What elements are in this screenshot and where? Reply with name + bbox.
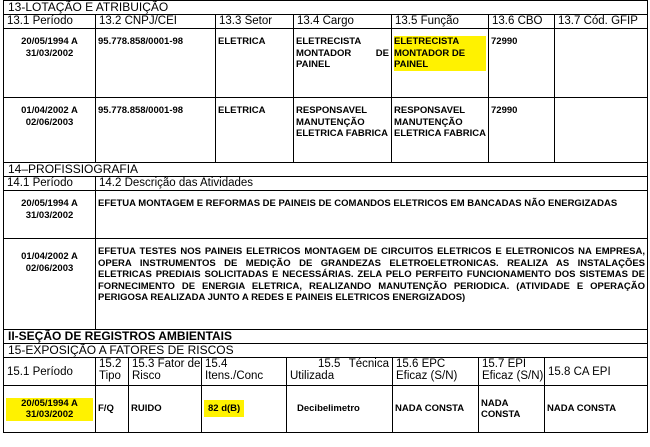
cbo-cell: 72990	[489, 98, 555, 163]
header-funcao: 13.5 Função	[392, 15, 489, 29]
section-14-title: 14–PROFISSIOGRAFIA	[4, 163, 648, 177]
description-cell: EFETUA TESTES NOS PAINEIS ELETRICOS MONTAGEM DE CIRCUITOS ELETRICOS E ELETRONICOS NA EMPRESA, OPERA INSTRUMENTOS DE MEDIÇÃO DE GRANDEZAS ELETROELETRONICAS. REALIZA AS INSTALAÇÕES ELETRICAS PREDIAIS SOLICITADAS E NECESSÁRIAS. ZELA PELO PERFEITO FUNCIONAMENTO DOS SISTEMAS DE FORNECIMENTO DE ENERGIA ELETRICA, REALIZANDO MANUTENÇÃO PERIODICA. (ATIVIDADE E OPERAÇÃO PERIGOSA REALIZADA JUNTO A REDES E PAINEIS ELETRICOS ENERGIZADOS)	[96, 239, 648, 330]
cnpj-cell: 95.778.858/0001-98	[96, 98, 216, 163]
funcao-cell	[392, 29, 489, 98]
fator-cell: RUIDO	[129, 386, 202, 433]
period-cell	[4, 386, 96, 433]
header-epc-label: Eficaz (S/N)	[396, 370, 458, 382]
header-cbo: 13.6 CBO	[489, 15, 555, 29]
cargo-cell: ELETRECISTA MONTADOR DE PAINEL	[294, 29, 392, 98]
header-fator-label: Risco	[132, 370, 161, 382]
period-cell: 01/04/2002 A 02/06/2003	[4, 98, 96, 163]
header-epi	[479, 358, 545, 386]
cargo-cell: RESPONSAVEL MANUTENÇÃO ELETRICA FABRICA	[294, 98, 392, 163]
cbo-cell: 72990	[489, 29, 555, 98]
header-itens-label: Itens./Conc	[205, 370, 264, 382]
header-epi-num: 15.7 EPI	[482, 358, 527, 370]
header-ca-epi: 15.8 CA EPI	[545, 358, 648, 386]
highlighted-funcao: ELETRECISTA MONTADOR DE PAINEL	[394, 36, 486, 71]
header-tecnica-word: Técnica	[348, 358, 389, 370]
header-epc-num: 15.6 EPC	[396, 358, 446, 370]
header-tecnica	[287, 358, 393, 386]
itens-cell	[202, 386, 287, 433]
header-cnpj: 13.2 CNPJ/CEI	[96, 15, 216, 29]
tipo-cell: F/Q	[96, 386, 129, 433]
epi-cell: NADA CONSTA	[479, 386, 545, 433]
header-periodo: 13.1 Período	[4, 15, 96, 29]
header-fator	[129, 358, 202, 386]
header-itens	[202, 358, 287, 386]
header-itens-num: 15.4	[205, 358, 228, 370]
highlighted-itens: 82 d(B)	[204, 400, 244, 417]
header-tipo	[96, 358, 129, 386]
header-descricao: 14.2 Descrição das Atividades	[96, 177, 648, 191]
period-cell: 20/05/1994 A 31/03/2002	[4, 29, 96, 98]
table-row	[4, 191, 648, 239]
header-tipo-label: Tipo	[99, 370, 121, 382]
section-13-title: 13-LOTAÇÃO E ATRIBUIÇÃO	[4, 1, 648, 15]
gfip-cell	[555, 29, 648, 98]
cnpj-cell: 95.778.858/0001-98	[96, 29, 216, 98]
header-setor: 13.3 Setor	[216, 15, 294, 29]
section-13-table	[3, 0, 648, 163]
header-periodo: 14.1 Período	[4, 177, 96, 191]
funcao-cell: RESPONSAVEL MANUTENÇÃO ELETRICA FABRICA	[392, 98, 489, 163]
tecnica-cell: Decibelimetro	[287, 386, 393, 433]
gfip-cell	[555, 98, 648, 163]
period-cell: 20/05/1994 A 31/03/2002	[4, 191, 96, 239]
section-14-table	[3, 162, 648, 330]
header-gfip: 13.7 Cód. GFIP	[555, 15, 648, 29]
header-tecnica-label: Utilizada	[290, 370, 335, 382]
setor-cell: ELETRICA	[216, 29, 294, 98]
ppp-document	[3, 0, 647, 433]
period-cell: 01/04/2002 A 02/06/2003	[4, 239, 96, 330]
table-row	[4, 239, 648, 330]
table-row	[4, 29, 648, 98]
setor-cell: ELETRICA	[216, 98, 294, 163]
section-15-title: 15-EXPOSIÇÃO A FATORES DE RISCOS	[4, 344, 648, 358]
header-cargo: 13.4 Cargo	[294, 15, 392, 29]
header-periodo: 15.1 Período	[4, 358, 96, 386]
section-ii-title: II-SEÇÃO DE REGISTROS AMBIENTAIS	[4, 330, 648, 344]
highlighted-period: 20/05/1994 A 31/03/2002	[6, 398, 93, 421]
header-tipo-num: 15.2	[99, 358, 122, 370]
table-row	[4, 386, 648, 433]
table-row	[4, 98, 648, 163]
section-15-table	[3, 329, 648, 433]
header-fator-num: 15.3 Fator de	[132, 358, 201, 370]
header-epi-label: Eficaz (S/N)	[482, 370, 544, 382]
ca-epi-cell: NADA CONSTA	[545, 386, 648, 433]
header-tecnica-num: 15.5	[318, 358, 341, 370]
header-epc	[393, 358, 479, 386]
epc-cell: NADA CONSTA	[393, 386, 479, 433]
description-cell: EFETUA MONTAGEM E REFORMAS DE PAINEIS DE COMANDOS ELETRICOS EM BANCADAS NÃO ENERGIZADAS	[96, 191, 648, 239]
